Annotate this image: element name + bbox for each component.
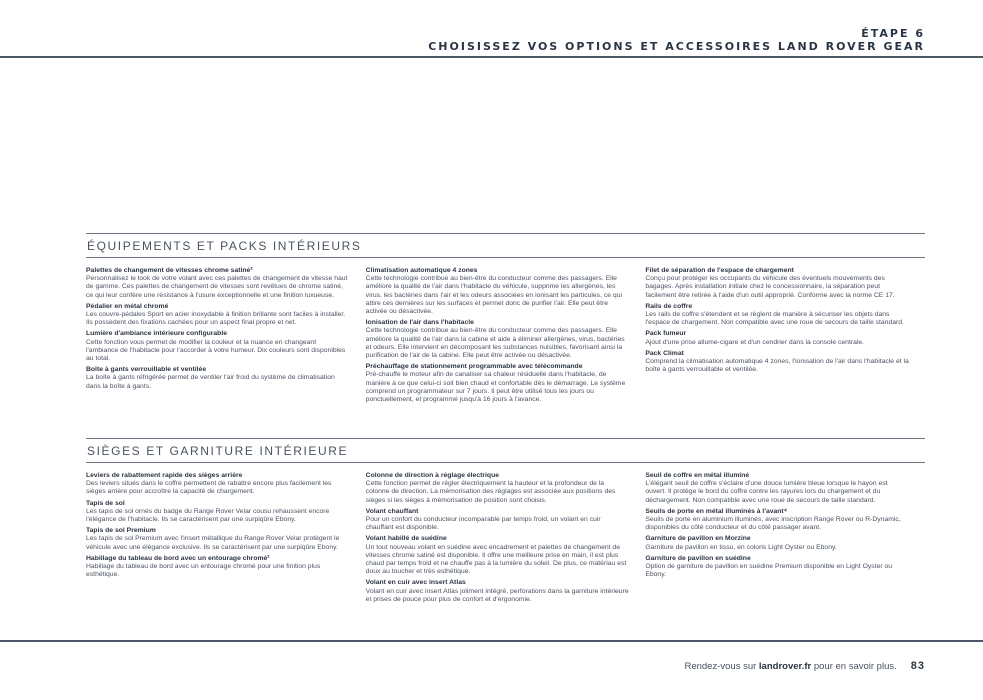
column (366, 267, 630, 407)
option-item (86, 330, 350, 363)
option-title: Tapis de sol (86, 499, 125, 507)
option-item (86, 366, 350, 391)
option-item (366, 535, 630, 576)
section-interior-equipment (86, 233, 925, 407)
option-description: Personnalisez le look de votre volant avec ces palettes de changement de vitesse haut de gamme. Ces palettes de changement de vitesses sont revêtues de chrome satiné, ce qui leur confère une résistance à l'usure exceptionnelle et une finition luxueuse. (86, 275, 348, 299)
footer (684, 660, 925, 672)
option-item (366, 319, 630, 360)
option-description: Cette fonction vous permet de modifier la couleur et la nuance en changeant l'ambiance de l'habitacle pour l'accorder à votre humeur. Dix couleurs sont disponibles au total. (86, 338, 346, 363)
option-item (645, 303, 909, 328)
option-description: Les couvre-pédales Sport en acier inoxydable à finition brillante sont faciles à installer. Ils possèdent des fixations cachées pour un aspect final propre et net. (86, 311, 346, 327)
footer-suffix: pour en savoir plus. (811, 661, 897, 672)
option-title: Boîte à gants verrouillable et ventilée (86, 366, 207, 374)
option-item (366, 472, 630, 505)
option-item (645, 330, 909, 346)
option-title: Seuil de coffre en métal illuminé (645, 472, 750, 479)
page-number: 83 (910, 660, 925, 672)
option-description: Volant en cuir avec insert Atlas joliment intégré, perforations dans la garniture intérieure et prises de pouce pour plus de confort et d'ergonomie. (365, 587, 629, 603)
option-description: Pré-chauffe le moteur afin de canaliser sa chaleur résiduelle dans l'habitacle, de manière à ce que celui-ci soit bien chaud et confortable dès le démarrage. Le système comprend un programmateur sur 7 jours. Il peut être utilisé tous les jours ou ponctuellement, et programmé jusqu'à 16 jours à l'avance. (365, 371, 626, 404)
option-item (645, 350, 909, 375)
option-item (86, 500, 350, 525)
column (645, 472, 909, 607)
option-description: L'élégant seuil de coffre s'éclaire d'une douce lumière bleue lorsque le hayon est ouvert. Il protège le bord du coffre contre les rayures lors du chargement et du déchargement. Non compatible avec une roue de secours de taille standard. (645, 480, 888, 504)
option-item (645, 472, 909, 505)
option-item (86, 303, 350, 328)
section-seats-trim (86, 438, 925, 607)
option-title: Volant en cuir avec insert Atlas (365, 579, 466, 587)
option-description: Seuils de porte en aluminium illuminés, avec inscription Range Rover ou R-Dynamic, disponibles du côté conducteur et du côté passager avant. (645, 516, 901, 532)
option-description: Comprend la climatisation automatique 4 zones, l'ionisation de l'air dans l'habitacle et la boîte à gants verrouillable et ventilée. (645, 358, 909, 374)
option-title: Tapis de sol Premium (86, 527, 156, 535)
page-title: CHOISISSEZ VOS OPTIONS ET ACCESSOIRES LAND ROVER GEAR (428, 40, 925, 53)
option-title: Pack fumeur (645, 330, 687, 338)
option-title: Volant habillé de suédine (365, 535, 447, 543)
option-title: Préchauffage de stationnement programmable avec télécommande (365, 363, 583, 371)
option-title: Ionisation de l'air dans l'habitacle (365, 319, 474, 327)
option-item (366, 579, 630, 604)
option-title: Colonne de direction à réglage électrique (365, 472, 499, 479)
option-item (366, 267, 630, 316)
option-title: Palettes de changement de vitesses chrome satiné² (86, 267, 253, 274)
option-title: Rails de coffre (645, 302, 693, 310)
option-title: Pack Climat (645, 349, 684, 357)
option-title: Garniture de pavillon en suédine (645, 554, 751, 562)
option-item (86, 555, 350, 580)
option-item (86, 267, 350, 300)
column (86, 472, 350, 607)
option-description: Habillage du tableau de bord avec un entourage chromé pour une finition plus esthétique. (86, 563, 321, 579)
option-item (366, 508, 630, 533)
option-description: Cette fonction permet de régler électriquement la hauteur et la profondeur de la colonne de direction. La mémorisation des réglages est associée aux positions des sièges si les sièges à mémorisation de position sont choisis. (365, 480, 616, 504)
option-title: Volant chauffant (365, 507, 419, 515)
option-item (645, 508, 909, 533)
option-item (86, 472, 350, 497)
option-title: Leviers de rabattement rapide des sièges arrière (86, 472, 243, 479)
option-title: Garniture de pavillon en Morzine (645, 535, 751, 543)
footer-prefix: Rendez-vous sur (684, 661, 759, 672)
option-item (645, 555, 909, 580)
option-description: Cette technologie contribue au bien-être du conducteur comme des passagers. Elle améliore la qualité de l'air dans la cabine et aide à éliminer allergènes, virus, bactéries et odeurs. Elle intervient en décomposant les substances nuisibles, favorisant ainsi la purification de l'air de la cabine. Elle peut être activée ou désactivée. (365, 327, 625, 360)
footer-divider (0, 640, 983, 642)
option-item (86, 527, 350, 552)
option-item (366, 363, 630, 404)
option-item (645, 535, 909, 551)
section-title: SIÈGES ET GARNITURE INTÉRIEURE (86, 438, 925, 463)
option-description: Cette technologie contribue au bien-être du conducteur comme des passagers. Elle améliore la qualité de l'air dans l'habitacle du véhicule, supprime les allergènes, les virus, les bactéries dans l'air et les odeurs associées en ionisant les particules, ce qui attire ces dernières sur les surfaces et permet donc de purifier l'air. Elle peut être activée ou désactivée. (365, 275, 622, 316)
option-title: Pédalier en métal chromé (86, 302, 169, 310)
option-description: Conçu pour protéger les occupants du véhicule des éventuels mouvements des bagages. Après installation initiale chez le concessionnaire, la séparation peut facilement être retirée à l'aide d'un outil approprié. Conforme avec la norme CE 17. (645, 275, 895, 299)
option-title: Climatisation automatique 4 zones (365, 267, 478, 274)
column (86, 267, 350, 407)
option-item (645, 267, 909, 300)
option-description: Ajout d'une prise allume-cigare et d'un cendrier dans la console centrale. (645, 338, 865, 346)
option-description: Les tapis de sol Premium avec l'insert métallique du Range Rover Velar protègent le véhicule avec une élégance exclusive. Ils se caractérisent par une surpiqûre Ebony. (86, 535, 340, 551)
website-link[interactable]: landrover.fr (758, 661, 812, 672)
option-description: Un tout nouveau volant en suédine avec encadrement et palettes de changement de vitesses chrome satiné est disponible. Il offre une meilleure prise en main, il est plus chaud par temps froid et ne chauffe pas à la lumière du soleil. De plus, ce matériau est doux au toucher et très esthétique. (365, 543, 627, 576)
page-header (428, 27, 925, 53)
column (366, 472, 630, 607)
option-description: Les tapis de sol ornés du badge du Range Rover Velar cousu rehaussent encore l'élégance de l'habitacle. Ils se caractérisent par une surpiqûre Ebony. (86, 507, 330, 524)
section-title: ÉQUIPEMENTS ET PACKS INTÉRIEURS (86, 233, 925, 258)
option-description: Des leviers situés dans le coffre permettent de rabattre encore plus facilement les sièges arrière pour accroître la capacité de chargement. (86, 480, 332, 496)
option-title: Lumière d'ambiance intérieure configurable (86, 330, 227, 338)
column (645, 267, 909, 407)
option-title: Filet de séparation de l'espace de chargement (645, 267, 794, 274)
option-title: Habillage du tableau de bord avec un entourage chromé² (86, 554, 270, 562)
option-description: Option de garniture de pavillon en suédine Premium disponible en Light Oyster ou Ebony. (645, 563, 893, 579)
option-description: Garniture de pavillon en tissu, en coloris Light Oyster ou Ebony. (645, 543, 837, 551)
option-description: Les rails de coffre s'étendent et se règlent de manière à sécuriser les objets dans l'espace de chargement. Non compatible avec une roue de secours de taille standard. (645, 311, 904, 327)
step-label: ÉTAPE 6 (861, 27, 925, 40)
option-description: Pour un confort du conducteur incomparable par temps froid, un volant en cuir chauffant est disponible. (365, 516, 601, 532)
option-title: Seuils de porte en métal illuminés à l'avant⁴ (645, 507, 788, 515)
option-description: La boîte à gants réfrigérée permet de ventiler l'air froid du système de climatisation dans la boîte à gants. (86, 374, 335, 390)
header-divider (0, 56, 983, 58)
